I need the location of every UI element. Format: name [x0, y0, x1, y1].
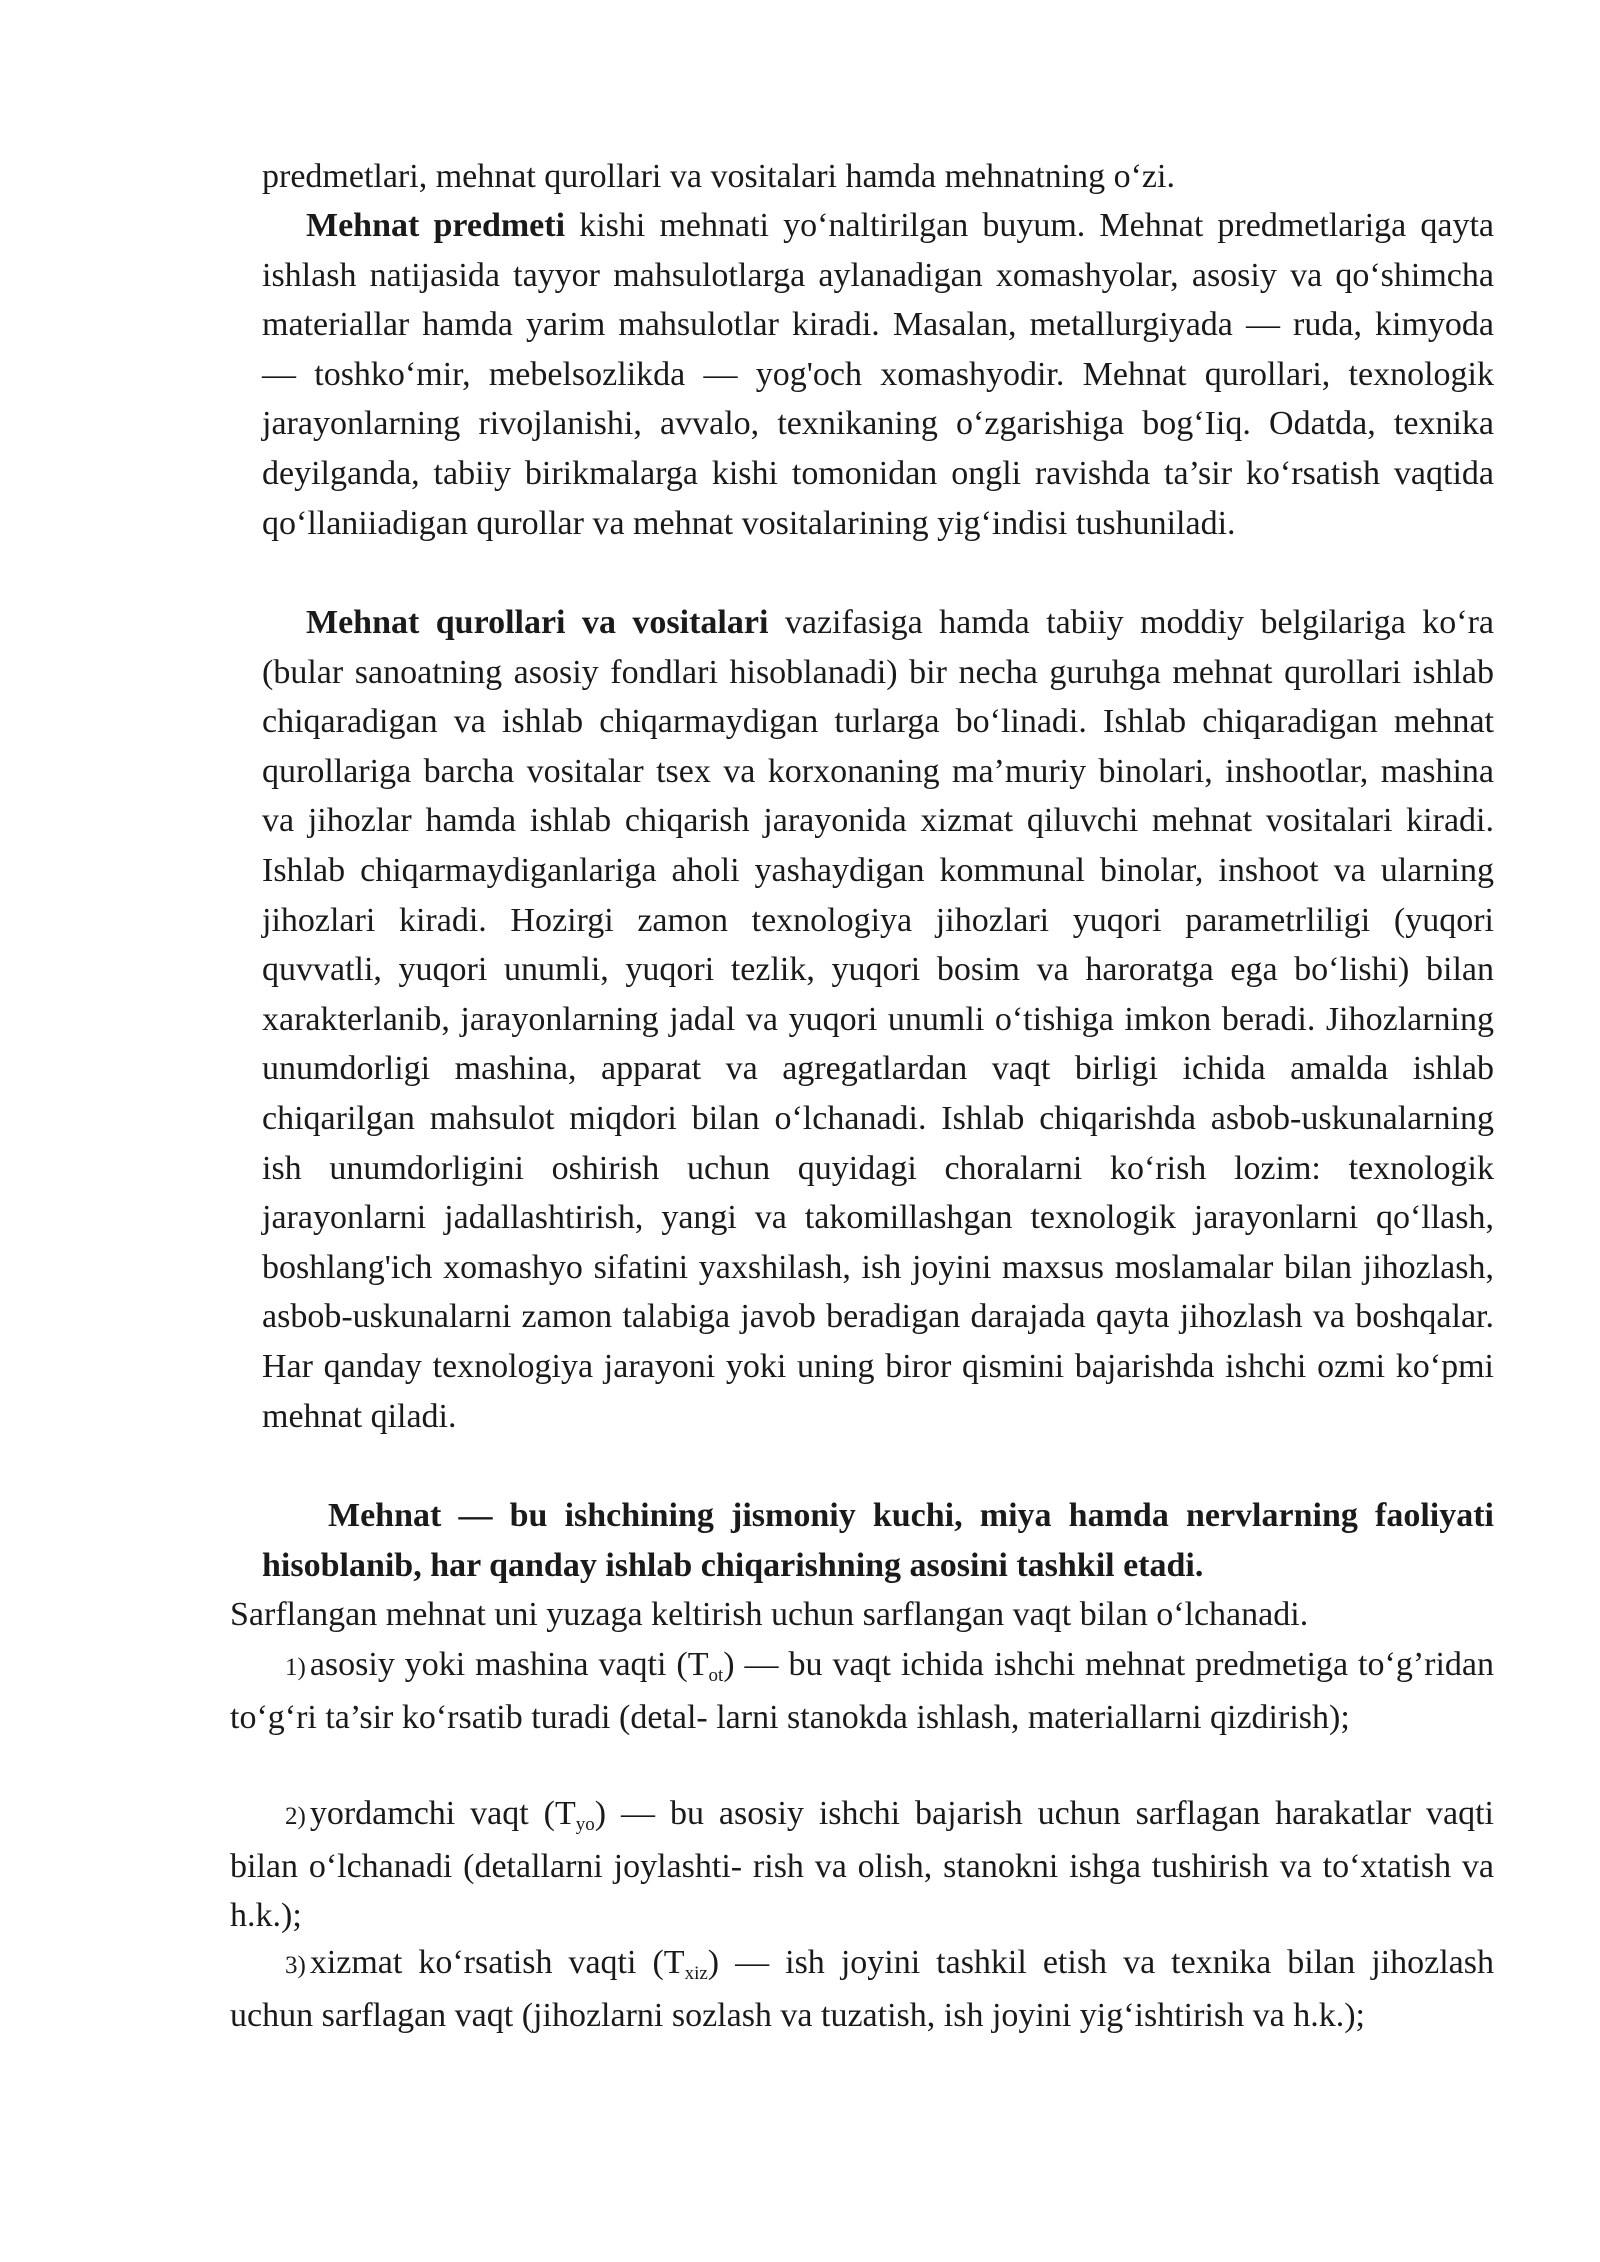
paragraph-mehnat-qurollari	[262, 598, 1494, 1441]
list-text: ) — bu vaqt ichida ishchi mehnat predmetiga to‘g’ridan to‘g‘ri ta’sir ko‘rsatib turadi (detal- larni stanokda ishlash, materiallarni qizdirish);	[230, 1646, 1495, 1736]
list-number: 3)	[285, 1952, 306, 1979]
term-mehnat-qurollari: Mehnat qurollari va vositalari	[306, 604, 769, 641]
list-item	[230, 1938, 1494, 2040]
subscript: ot	[708, 1665, 724, 1686]
definition-mehnat: Mehnat — bu ishchining jismoniy kuchi, miya hamda nervlarning faoliyati hisoblanib, har qanday ishlab chiqarishning asosini tashkil etadi.	[262, 1497, 1494, 1584]
paragraph-sarflangan-mehnat	[230, 1590, 1494, 1640]
list-text: asosiy yoki mashina vaqti (T	[309, 1646, 709, 1683]
list-number: 2)	[285, 1803, 306, 1830]
list-number: 1)	[285, 1654, 306, 1681]
paragraph-text: predmetlari, mehnat qurollari va vositalari hamda mehnatning o‘zi.	[262, 158, 1175, 195]
paragraph-text: Sarflangan mehnat uni yuzaga keltirish uchun sarflangan vaqt bilan o‘lchanadi.	[230, 1596, 1309, 1633]
subscript: yo	[575, 1814, 595, 1835]
paragraph-mehnat-definition	[262, 1491, 1494, 1590]
paragraph-mehnat-predmeti	[262, 201, 1494, 548]
paragraph-text: kishi mehnati yo‘naltirilgan buyum. Mehnat predmetlariga qayta ishlash natijasida tayyor mahsulotlarga aylanadigan xomashyolar, asosiy va qo‘shimcha materiallar hamda yarim mahsulotlar kiradi. Masalan, metallurgiyada — ruda, kimyoda — toshko‘mir, mebelsozlikda — yog'och xomashyodir. Mehnat qurollari, texnologik jarayonlarning rivojlanishi, avvalo, texnikaning o‘zgarishiga bog‘Iiq. Odatda, texnika deyilganda, tabiiy birikmalarga kishi tomonidan ongli ravishda ta’sir ko‘rsatish vaqtida qo‘llaniiadigan qurollar va mehnat vositalarining yig‘indisi tushuniladi.	[262, 207, 1495, 542]
list-text: yordamchi vaqt (T	[309, 1795, 576, 1832]
subscript: xiz	[684, 1963, 708, 1984]
list-item	[230, 1789, 1494, 1941]
list-item	[230, 1640, 1494, 1742]
paragraph-text: vazifasiga hamda tabiiy moddiy belgilariga ko‘ra (bular sanoatning asosiy fondlari hisoblanadi) bir necha guruhga mehnat qurollari ishlab chiqaradigan va ishlab chiqarmaydigan turlarga bo‘linadi. Ishlab chiqaradigan mehnat qurollariga barcha vositalar tsex va korxonaning ma’muriy binolari, inshootlar, mashina va jihozlar hamda ishlab chiqarish jarayonida xizmat qiluvchi mehnat vositalari kiradi. Ishlab chiqarmaydiganlariga aholi yashaydigan kommunal binolar, inshoot va ularning jihozlari kiradi. Hozirgi zamon texnologiya jihozlari yuqori parametrliligi (yuqori quvvatli, yuqori unumli, yuqori tezlik, yuqori bosim va haroratga ega bo‘lishi) bilan xarakterlanib, jarayonlarning jadal va yuqori unumli o‘tishiga imkon beradi. Jihozlarning unumdorligi mashina, apparat va agregatlardan vaqt birligi ichida amalda ishlab chiqarilgan mahsulot miqdori bilan o‘lchanadi. Ishlab chiqarishda asbob-uskunalarning ish unumdorligini oshirish uchun quyidagi choralarni ko‘rish lozim: texnologik jarayonlarni jadallashtirish, yangi va takomillashgan texnologik jarayonlarni qo‘llash, boshlang'ich xomashyo sifatini yaxshilash, ish joyini maxsus moslamalar bilan jihozlash, asbob-uskunalarni zamon talabiga javob beradigan darajada qayta jihozlash va boshqalar. Har qanday texnologiya jarayoni yoki uning biror qismini bajarishda ishchi ozmi ko‘pmi mehnat qiladi.	[262, 604, 1495, 1435]
list-text: ) — ish joyini tashkil etish va texnika bilan jihozlash uchun sarflagan vaqt (jihozlarni sozlash va tuzatish, ish joyini yig‘ishtirish va h.k.);	[230, 1944, 1495, 2034]
list-text: ) — bu asosiy ishchi bajarish uchun sarflagan harakatlar vaqti bilan o‘lchanadi (detallarni joylashti- rish va olish, stanokni ishga tushirish va to‘xtatish va h.k.);	[230, 1795, 1494, 1935]
paragraph-intro-continuation	[262, 152, 1494, 202]
term-mehnat-predmeti: Mehnat predmeti	[306, 207, 566, 244]
list-text: xizmat ko‘rsatish vaqti (T	[309, 1944, 685, 1981]
